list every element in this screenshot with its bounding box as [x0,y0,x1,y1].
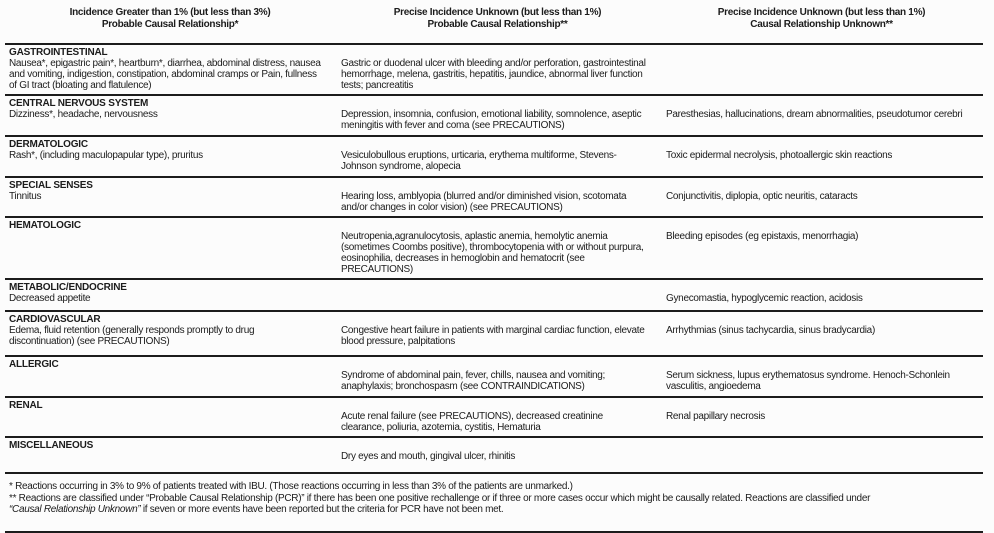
system-label: GASTROINTESTINAL [9,47,108,58]
reactions-col2: Depression, insomnia, confusion, emotional liability, somnolence, aseptic meningitis with fever and coma (see PRECAUTIONS) [341,109,642,131]
reactions-col2: Neutropenia,agranulocytosis, aplastic anemia, hemolytic anemia (sometimes Coombs positive), thrombocytopenia with or without purpura, eosinophilia, decreases in hemoglobin and hematocrit (see PRECAUTIONS) [341,231,644,275]
reactions-col2: Dry eyes and mouth, gingival ulcer, rhinitis [341,451,516,462]
reactions-col2: Syndrome of abdominal pain, fever, chills, nausea and vomiting; anaphylaxis; bronchospasm (see CONTRAINDICATIONS) [341,370,606,392]
table-row-allergic [5,357,983,398]
system-label: HEMATOLOGIC [9,220,81,231]
reactions-col3: Bleeding episodes (eg epistaxis, menorrhagia) [666,231,859,242]
reactions-col3: Gynecomastia, hypoglycemic reaction, acidosis [666,293,863,304]
column-header-1-line1: Incidence Greater than 1% (but less than 3%) [69,7,271,18]
reactions-col1: Edema, fluid retention (generally responds promptly to drug discontinuation) (see PRECAUTIONS) [9,325,255,347]
footnote-line3 [9,504,973,515]
footnote-line3-italic: “Causal Relationship Unknown” [9,504,141,515]
reactions-col3: Paresthesias, hallucinations, dream abnormalities, pseudotumor cerebri [666,109,963,120]
system-label: RENAL [9,400,43,411]
table-row-special-senses [5,178,983,218]
reactions-col1: Decreased appetite [9,293,91,304]
reactions-col3: Serum sickness, lupus erythematosus syndrome. Henoch-Schonlein vasculitis, angioedema [666,370,950,392]
reactions-col3: Toxic epidermal necrolysis, photoallergic skin reactions [666,150,893,161]
system-label: CARDIOVASCULAR [9,314,101,325]
footnotes [5,474,983,533]
system-label: METABOLIC/ENDOCRINE [9,282,127,293]
table-row-hematologic [5,218,983,280]
reactions-col3: Conjunctivitis, diplopia, optic neuritis, cataracts [666,191,858,202]
column-header-2 [335,7,660,43]
table-row-central-nervous-system [5,96,983,137]
footnote-line1: * Reactions occurring in 3% to 9% of patients treated with IBU. (Those reactions occurring in less than 3% of the patients are unmarked.) [9,481,573,492]
reactions-col1: Dizziness*, headache, nervousness [9,109,158,120]
reactions-col3: Renal papillary necrosis [666,411,765,422]
column-header-3-line1: Precise Incidence Unknown (but less than 1%) [717,7,926,18]
system-label: SPECIAL SENSES [9,180,93,191]
column-header-3-line2: Causal Relationship Unknown** [750,19,893,30]
column-header-1-line2: Probable Causal Relationship* [101,19,239,30]
table-row-miscellaneous [5,438,983,474]
table-row-dermatologic [5,137,983,178]
reactions-col1: Rash*, (including maculopapular type), pruritus [9,150,203,161]
reactions-col2: Congestive heart failure in patients with marginal cardiac function, elevate blood pressure, palpitations [341,325,645,347]
table-row-cardiovascular [5,312,983,357]
column-header-3 [660,7,983,43]
table-row-metabolic-endocrine [5,280,983,312]
reactions-col1: Tinnitus [9,191,42,202]
footnote-line3-rest: if seven or more events have been reported but the criteria for PCR have not been met. [140,504,504,515]
adverse-reactions-table [5,3,983,533]
system-label: DERMATOLOGIC [9,139,88,150]
table-row-gastrointestinal [5,45,983,96]
reactions-col3 [660,438,983,472]
column-header-1 [5,7,335,43]
column-header-row [5,3,983,45]
reactions-col2: Vesiculobullous eruptions, urticaria, erythema multiforme, Stevens-Johnson syndrome, alopecia [341,150,617,172]
reactions-col3 [660,45,983,94]
reactions-col3: Arrhythmias (sinus tachycardia, sinus bradycardia) [666,325,875,336]
reactions-col1: Nausea*, epigastric pain*, heartburn*, diarrhea, abdominal distress, nausea and vomiting, indigestion, constipation, abdominal cramps or Pain, fullness of GI tract (bloating and flatulence) [9,58,321,91]
system-label: ALLERGIC [9,359,59,370]
column-header-2-line1: Precise Incidence Unknown (but less than 1%) [393,7,602,18]
reactions-col2: Hearing loss, amblyopia (blurred and/or diminished vision, scotomata and/or changes in color vision) (see PRECAUTIONS) [341,191,627,213]
footnote-line2: ** Reactions are classified under “Probable Causal Relationship (PCR)” if there has been one positive rechallenge or if three or more cases occur which might be causally related. Reactions are classified under [9,492,871,504]
system-label: CENTRAL NERVOUS SYSTEM [9,98,149,109]
table-row-renal [5,398,983,438]
reactions-col2: Gastric or duodenal ulcer with bleeding and/or perforation, gastrointestinal hemorrhage, melena, gastritis, hepatitis, jaundice, abnormal liver function tests; pancreatitis [341,58,646,91]
reactions-col2 [335,280,660,310]
reactions-col2: Acute renal failure (see PRECAUTIONS), decreased creatinine clearance, poliuria, azotemia, cystitis, Hematuria [341,411,603,433]
column-header-2-line2: Probable Causal Relationship** [427,19,568,30]
system-label: MISCELLANEOUS [9,440,94,451]
